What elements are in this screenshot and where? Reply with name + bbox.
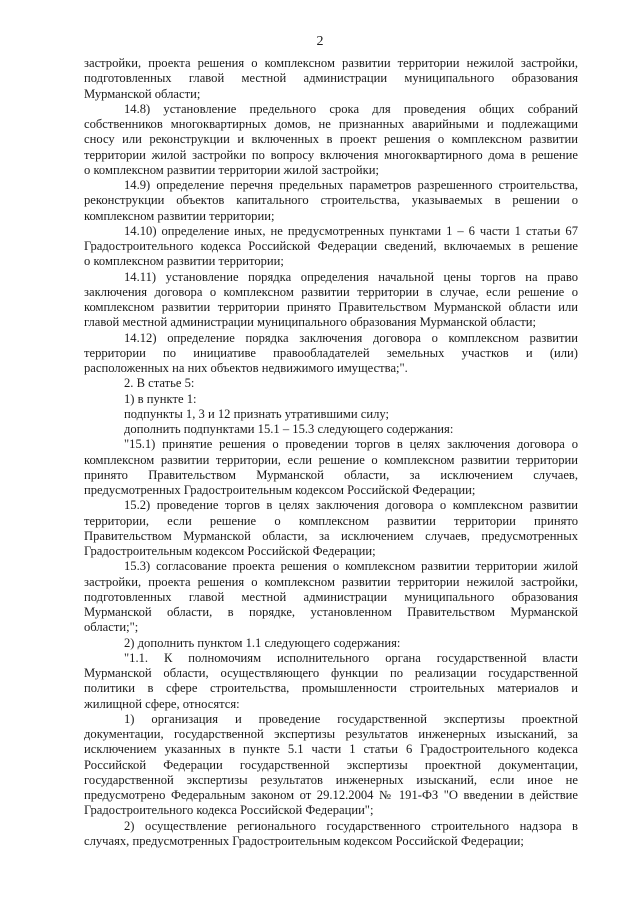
text-line: 1) в пункте 1:	[124, 391, 197, 406]
text-line: политики в сфере строительства, промышленности строительных материалов и	[84, 681, 578, 696]
text-line: территории жилой застройки по вопросу включения многоквартирного дома в решение	[84, 147, 578, 162]
text-line: Градостроительного кодекса Российской Федерации сведений, включаемых в решение	[84, 239, 578, 253]
text-line: комплексном развитии территории;	[84, 208, 275, 223]
text-line: государственной экспертизы результатов инженерных изысканий, если иное не	[84, 772, 578, 787]
text-line: жилищной сфере, относятся:	[84, 696, 240, 711]
text-line: случаях, предусмотренных Градостроительным кодексом Российской Федерации;	[84, 833, 524, 848]
text-line: 2. В статье 5:	[124, 376, 195, 391]
document-body	[84, 56, 578, 849]
text-line: Мурманской области, в порядке, установленном Правительством Мурманской	[84, 605, 578, 619]
text-line: Мурманской области, осуществляющего функции по реализации государственной	[84, 666, 578, 680]
text-line: заключения договора о комплексном развитии территории в случае, если решение о	[84, 284, 578, 299]
text-line: застройки, проекта решения о комплексном развитии территории нежилой застройки,	[84, 56, 578, 70]
text-line: подготовленных главой местной администрации муниципального образования	[84, 589, 578, 604]
text-line: территории, если решение о комплексном развитии территории принято	[84, 513, 578, 528]
text-line: главой местной администрации муниципального образования Мурманской области;	[84, 315, 536, 330]
text-line: "15.1) принятие решения о проведении торгов в целях заключения договора о	[124, 437, 578, 452]
text-line: расположенных на них объектов недвижимого имущества;".	[84, 361, 408, 375]
text-line: реконструкции объектов капитального строительства, указываемых в решении о	[84, 193, 578, 208]
text-line: комплексном развитии территории принято Правительством Мурманской области или	[84, 300, 578, 314]
text-line: 14.12) определение порядка заключения договора о комплексном развитии	[124, 330, 578, 345]
text-line: 15.2) проведение торгов в целях заключения договора о комплексном развитии	[124, 498, 578, 513]
text-line: исключением указанных в пункте 5.1 части 1 статьи 6 Градостроительного кодекса	[84, 742, 578, 757]
text-line: 14.11) установление порядка определения начальной цены торгов на право	[124, 269, 578, 284]
page-number: 2	[316, 34, 324, 49]
text-line: сносу или реконструкции и включенных в проект решения о комплексном развитии	[84, 132, 578, 147]
text-line: документации, государственной экспертизы результатов инженерных изысканий, за	[84, 727, 578, 741]
text-line: 2) осуществление регионального государственного строительного надзора в	[124, 818, 578, 833]
text-line: 14.10) определение иных, не предусмотренных пунктами 1 – 6 части 1 статьи 67	[124, 223, 578, 238]
text-line: о комплексном развитии территории;	[84, 254, 284, 269]
text-line: 15.3) согласование проекта решения о комплексном развитии территории жилой	[124, 559, 578, 574]
text-line: комплексном развитии территории, если решение о комплексном развитии территории	[84, 452, 578, 467]
text-line: о комплексном развитии территории жилой застройки;	[84, 162, 379, 177]
text-line: подпункты 1, 3 и 12 признать утратившими силу;	[124, 406, 389, 421]
text-line: Градостроительным кодексом Российской Федерации;	[84, 544, 376, 558]
text-line: территории по инициативе правообладателей земельных участков и (или)	[84, 345, 578, 360]
text-line: "1.1. К полномочиям исполнительного органа государственной власти	[124, 650, 578, 665]
text-line: 14.8) установление предельного срока для проведения общих собраний	[124, 101, 578, 116]
text-line: Правительством Мурманской области, за исключением случаев, предусмотренных	[84, 528, 578, 543]
text-line: собственников многоквартирных домов, не признанных аварийными и подлежащими	[84, 117, 578, 131]
text-line: Российской Федерации государственной экспертизы проектной документации,	[84, 757, 578, 772]
text-line: Градостроительного кодекса Российской Федерации";	[84, 803, 374, 818]
text-line: области;";	[84, 620, 139, 635]
text-line: принято Правительством Мурманской области, за исключением случаев,	[84, 467, 578, 482]
text-line: Мурманской области;	[84, 86, 201, 101]
text-line: подготовленных главой местной администрации муниципального образования	[84, 71, 578, 86]
text-line: 14.9) определение перечня предельных параметров разрешенного строительства,	[124, 178, 578, 192]
text-line: предусмотренных Градостроительным кодексом Российской Федерации;	[84, 483, 476, 497]
text-line: 1) организация и проведение государственной экспертизы проектной	[124, 711, 578, 726]
text-line: 2) дополнить пунктом 1.1 следующего содержания:	[124, 635, 401, 650]
text-line: дополнить подпунктами 15.1 – 15.3 следующего содержания:	[124, 422, 454, 436]
text-line: предусмотрено Федеральным законом от 29.12.2004 № 191-ФЗ "О введении в действие	[84, 788, 578, 802]
text-line: застройки, проекта решения о комплексном развитии территории нежилой застройки,	[84, 574, 578, 589]
